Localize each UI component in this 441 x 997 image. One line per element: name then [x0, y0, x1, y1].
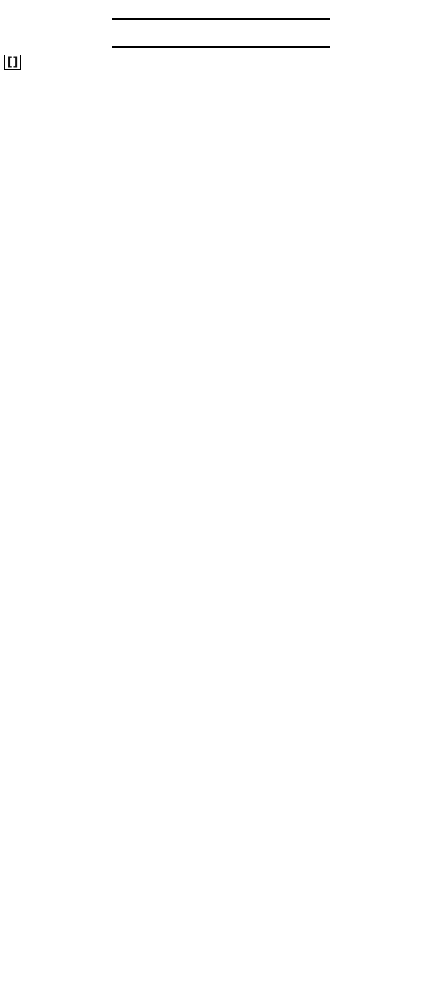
article-line — [4, 287, 437, 302]
article-lines — [4, 70, 437, 996]
article-line — [4, 719, 437, 734]
article-line — [4, 966, 437, 981]
article-line — [4, 904, 437, 919]
article-line — [4, 580, 437, 595]
article-line — [4, 179, 437, 194]
article-line — [4, 642, 437, 657]
article-line — [4, 950, 437, 965]
article-line — [4, 194, 437, 209]
headline-wrap — [4, 18, 437, 52]
article-line — [4, 920, 437, 935]
article-line — [4, 858, 437, 873]
article-line — [4, 333, 437, 348]
article-line — [4, 503, 437, 518]
article-line — [4, 981, 437, 996]
article-first-line — [4, 55, 437, 70]
article-line — [4, 256, 437, 271]
article-line — [4, 765, 437, 780]
article-line — [4, 209, 437, 224]
article-line — [4, 611, 437, 626]
article-line — [4, 487, 437, 502]
article-body — [4, 55, 437, 997]
article-line — [4, 395, 437, 410]
article-line — [4, 163, 437, 178]
headline — [112, 18, 330, 48]
article-line — [4, 595, 437, 610]
article-line — [4, 549, 437, 564]
article-line — [4, 132, 437, 147]
article-line — [4, 688, 437, 703]
article-line — [4, 781, 437, 796]
article-line — [4, 426, 437, 441]
article-line — [4, 410, 437, 425]
article-line — [4, 86, 437, 101]
article-line — [4, 317, 437, 332]
article-line — [4, 842, 437, 857]
article-line — [4, 734, 437, 749]
article-line — [4, 456, 437, 471]
article-line — [4, 240, 437, 255]
article-line — [4, 564, 437, 579]
article-line — [4, 101, 437, 116]
article-line — [4, 750, 437, 765]
article-line — [4, 703, 437, 718]
previous-column-text — [4, 2, 437, 16]
article-line — [4, 379, 437, 394]
article-line — [4, 225, 437, 240]
article-line — [4, 70, 437, 85]
article-line — [4, 534, 437, 549]
article-line — [4, 657, 437, 672]
article-line — [4, 117, 437, 132]
article-line — [4, 889, 437, 904]
article-line — [4, 811, 437, 826]
article-line — [4, 873, 437, 888]
article-line — [4, 673, 437, 688]
article-line — [4, 518, 437, 533]
article-line — [4, 148, 437, 163]
article-line — [4, 827, 437, 842]
article-line — [4, 935, 437, 950]
article-line — [4, 348, 437, 363]
article-line — [4, 472, 437, 487]
article-line — [4, 441, 437, 456]
continued-from-page-label: [] — [4, 55, 21, 70]
article-line — [4, 271, 437, 286]
article-line — [4, 796, 437, 811]
article-line — [4, 302, 437, 317]
article-line — [4, 364, 437, 379]
article-line — [4, 626, 437, 641]
